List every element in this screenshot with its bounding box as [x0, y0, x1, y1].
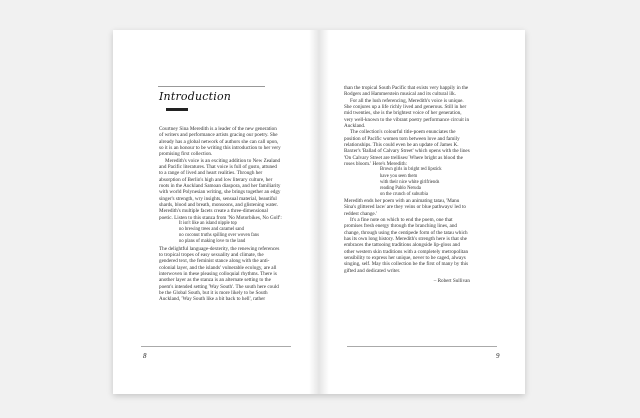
verse-stanza — [159, 221, 282, 245]
paragraph: Courtney Sina Meredith is a leader of the new generation of writers and performance artists gracing our poetry. She already has a global network of authors she can call upon, so it is an honour to be writing this introduction to her very promising first collection. — [159, 126, 281, 158]
verse-line: no plans of making love to the land — [179, 239, 246, 245]
paragraph: than the tropical South Pacific that exists very happily in the Rodgers and Hammerstein musical and its cultural ilk. — [344, 85, 469, 98]
heading-underline-bar — [166, 108, 188, 111]
paragraph: For all the lush referencing, Meredith's voice is unique. She conjures up a life richly lived and generous. Still in her mid twenties, she is the brightest voice of her generation, very well-known to the vibrant poetry performance circuit in Auckland. — [344, 97, 470, 130]
verse-line: no brewing trees and caramel sand — [179, 227, 244, 233]
page-number: 8 — [143, 352, 147, 360]
page-heading: Introduction — [159, 90, 232, 103]
top-rule — [158, 86, 265, 87]
bottom-rule — [347, 346, 497, 347]
verse-line: on the crunch of suburbia — [380, 191, 428, 197]
verse-line: It isn't like an island nipple top — [179, 221, 237, 227]
page-number: 9 — [496, 352, 500, 360]
paragraph: The delightful language-dexterity, the renewing references to tropical tropes of easy sexuality and climate, the gendered text, the feminist stance along with the anti-colonial layer, and the islands' vulnerable ecology, are all interwoven in these pleasing colloquial rhythms. There is another layer as the stanza is an alternate setting to the poem's intended setting 'Way South'. The south here could be the Global South, but it is more likely to be South Auckland, 'Way South like a bit back to hell', rather — [159, 245, 280, 303]
verse-line: have you seen them — [380, 173, 418, 179]
right-page — [319, 30, 525, 394]
verse-stanza — [344, 167, 470, 197]
left-body-text — [159, 126, 282, 303]
verse-line: reading Pablo Neruda — [380, 185, 421, 191]
open-book — [113, 30, 525, 394]
verse-line: with their nice white girlfriends — [380, 179, 440, 185]
left-page — [113, 30, 319, 394]
bottom-rule — [141, 346, 291, 347]
paragraph: It's a fine note on which to end the poem, one that promises fresh energy through the branching lines, and change, through using the centipede form of the tatau which has its own long history. Meredith's strength here is that she embraces the tattooing traditions alongside lip-gloss and other western skin traditions with a completely metropolitan sensibility to express her unique, never to be caged, always singing, self. May this collection be the first of many by this gifted and dedicated writer. — [344, 216, 469, 274]
verse-line: no coconut truths spilling over woven fans — [179, 233, 259, 239]
right-body-text — [344, 85, 470, 284]
paragraph: The collection's colourful title-poem enunciates the position of Pacific women torn between love and family relationships. This could even be an update of James K. Baxter's 'Ballad of Calvary Street' which opens with the lines 'On Calvary Street are trellises/ Where bright as blood the roses bloom.' Here's Meredith: — [344, 129, 470, 168]
paragraph: Meredith's voice is an exciting addition to New Zealand and Pacific literatures. That voice is full of gusto, attuned to a range of lived and heart realities. Through her absorption of Berlin's high and low literary culture, her roots in the Auckland Samoan diaspora, and her familiarity with world Polynesian writing, she brings together an edgy singer's strength, wry insights, sensual material, beautiful shards, blood and breath, monsoons, and glistening water. Meredith's multiple facets create a three-dimensional poetic. Listen to this stanza from 'No Motorbikes, No Golf': — [159, 157, 282, 221]
verse-line: Brown girls in bright red lipstick — [380, 167, 442, 173]
author-signature: – Robert Sullivan — [433, 278, 470, 285]
paragraph: Meredith ends her poem with an animating tatau, 'Manu Sina's glittered lace/ are they veins or blue pathways/ led to reddest change.' — [344, 197, 466, 217]
